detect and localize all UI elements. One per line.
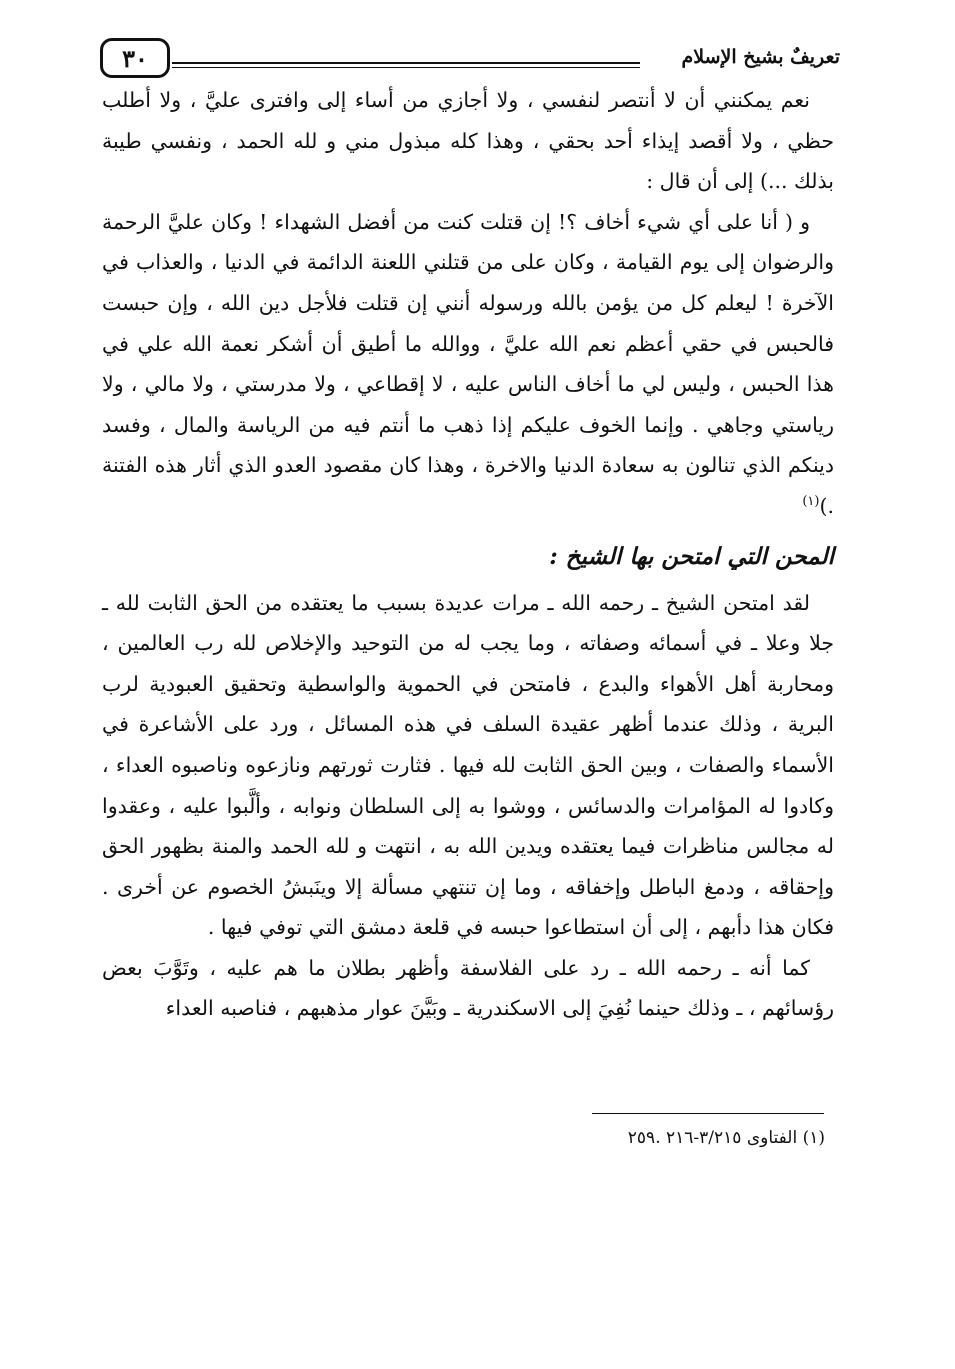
body-text [102, 80, 834, 1029]
paragraph-1: نعم يمكنني أن لا أنتصر لنفسي ، ولا أجازي من أساء إلى وافترى عليَّ ، ولا أطلب حظي ، ولا أقصد إيذاء أحد بحقي ، وهذا كله مبذول مني و لله الحمد ، ونفسي طيبة بذلك ...) إلى أن قال : [102, 88, 834, 194]
footnote-rule [592, 1113, 824, 1114]
section-paragraph-2: كما أنه ـ رحمه الله ـ رد على الفلاسفة وأظهر بطلان ما هم عليه ، وتَوَّبَ بعض رؤسائهم ، ـ وذلك حينما نُفِيَ إلى الاسكندرية ـ وبَيَّنَ عوار مذهبهم ، فناصبه العداء [102, 955, 834, 1021]
paragraph-2 [102, 202, 834, 527]
page-header [100, 38, 840, 84]
footnote: (١) الفتاوى ٣/٢١٥-٢١٦ .٢٥٩ [627, 1128, 825, 1148]
page-number: ٣٠ [100, 38, 170, 78]
section-paragraph-1: لقد امتحن الشيخ ـ رحمه الله ـ مرات عديدة بسبب ما يعتقده من الحق الثابت لله ـ جلا وعلا ـ في أسمائه وصفاته ، وما يجب له من التوحيد والإخلاص لله رب العالمين ، ومحاربة أهل الأهواء والبدع ، فامتحن في الحموية والواسطية وتحقيق العبودية لرب البرية ، وذلك عندما أظهر عقيدة السلف في هذه المسائل ، ورد على الأشاعرة في الأسماء والصفات ، وبين الحق الثابت لله فيها . فثارت ثورتهم ونازعوه وناصبوه العداء ، وكادوا له المؤامرات والدسائس ، ووشوا به إلى السلطان ونوابه ، وألَّبوا عليه ، وعقدوا له مجالس مناظرات فيما يعتقده ويدين الله به ، انتهت و لله الحمد والمنة بظهور الحق وإحقاقه ، ودمغ الباطل وإخفاقه ، وما إن تنتهي مسألة إلا وينَبشُ الخصوم عن أخرى . فكان هذا دأبهم ، إلى أن استطاعوا حبسه في قلعة دمشق التي توفي فيها . [102, 590, 834, 940]
header-rule-thin [172, 67, 640, 68]
section-heading: المحن التي امتحن بها الشيخ : [549, 542, 834, 570]
paragraph-2-text: و ( أنا على أي شيء أخاف ؟! إن قتلت كنت من أفضل الشهداء ! وكان عليَّ الرحمة والرضوان إلى يوم القيامة ، وكان على من قتلني اللعنة الدائمة في الدنيا ، والعذاب في الآخرة ! ليعلم كل من يؤمن بالله ورسوله أنني إن قتلت فلأجل دين الله ، وإن حبست فالحبس في حقي أعظم نعم الله عليَّ ، ووالله ما أطيق أن أشكر نعمة الله علي في هذا الحبس ، وليس لي ما أخاف الناس عليه ، لا إقطاعي ، ولا مدرستي ، ولا مالي ، ولا رياستي وجاهي . وإنما الخوف عليكم إذا ذهب ما أنتم فيه من الرياسة والمال ، وفسد دينكم الذي تنالون به سعادة الدنيا والاخرة ، وهذا كان مقصود العدو الذي أثار هذه الفتنة .) [102, 209, 834, 518]
running-title: تعريفٌ بشيخ الإسلام [681, 46, 840, 68]
header-rule [172, 62, 640, 64]
footnote-ref-1: (١) [802, 494, 820, 510]
